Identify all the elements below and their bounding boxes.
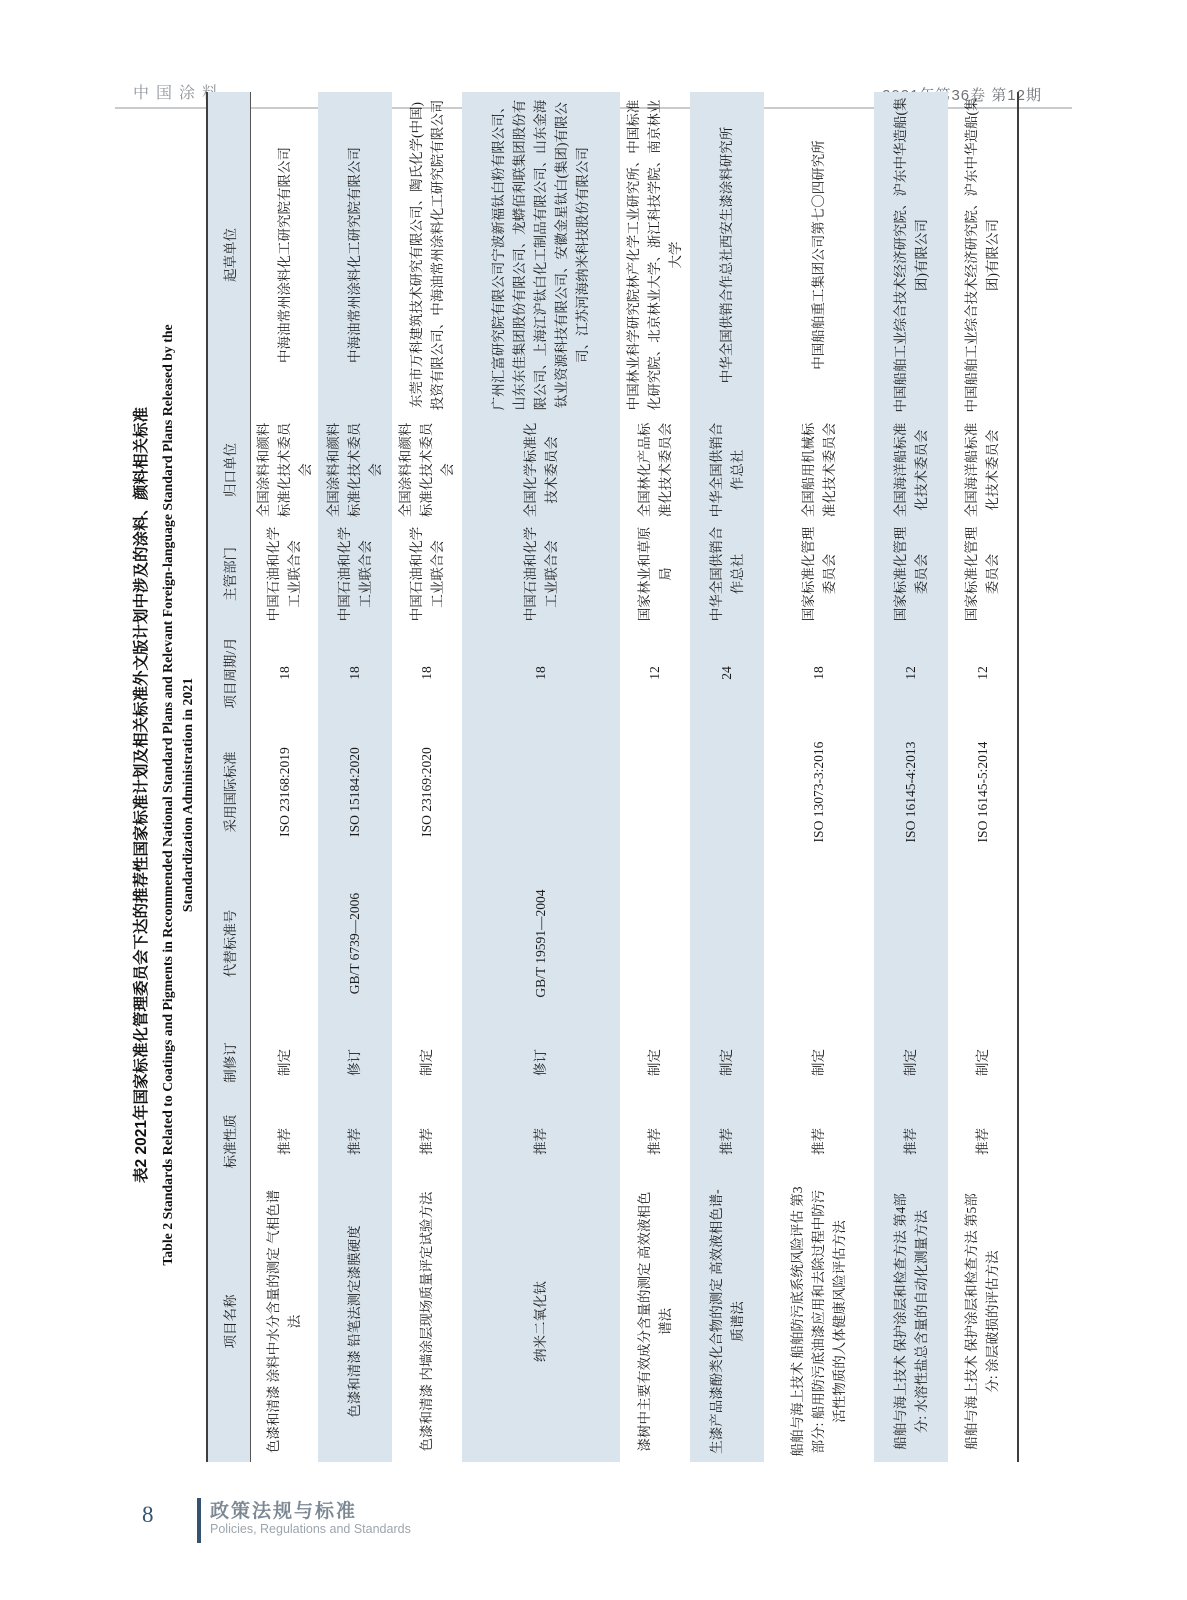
table-cell: 漆树中主要有效成分含量的测定 高效液相色谱法 (636, 1191, 673, 1452)
table-cell: GB/T 6739—2006 (347, 892, 362, 995)
table-cell: 推荐 (276, 1128, 292, 1155)
table-cell: 18 (347, 666, 362, 680)
table-cell: 推荐 (647, 1128, 662, 1155)
column-header: 标准性质 (222, 1114, 238, 1169)
table-cell (392, 864, 462, 1023)
table-cell: 中国船舶工业综合技术经济研究院、沪东中华造船(集团)有限公司 (964, 97, 1000, 413)
table-cell: 中华全国供销合作总社西安生漆涂料研究所 (719, 126, 734, 384)
column-header: 主管部门 (222, 547, 238, 601)
table-cell: 中华全国供销合作总社 (708, 422, 745, 518)
table-cell: 推荐 (347, 1128, 362, 1155)
column-header: 采用国际标准 (222, 751, 238, 833)
table-cell: 制定 (276, 1049, 292, 1076)
table-cell: 全国海洋船标准化技术委员会 (964, 422, 1000, 518)
table-cell: 推荐 (903, 1128, 918, 1155)
page-footer (0, 1488, 500, 1558)
section-title-zh: 政策法规与标准 (210, 1501, 358, 1522)
header-row (207, 92, 250, 1462)
table-cell: 制定 (811, 1049, 826, 1076)
table-cell (690, 864, 764, 1023)
table-cell: ISO 15184:2020 (347, 747, 362, 837)
table-cell: 色漆和清漆 内墙涂层现场质量评定试验方法 (419, 1191, 434, 1452)
table-cell: 中国林业科学研究院林产化学工业研究所、中国标准化研究院、北京林业大学、浙江科技学院、南京林业大学 (626, 99, 683, 411)
table-cell: 制定 (419, 1049, 434, 1076)
column-header: 项目名称 (222, 1294, 238, 1349)
table-title-zh: 表2 2021年国家标准化管理委员会下达的推荐性国家标准计划及相关标准外文版计划中涉及的涂料、颜料相关标准 (133, 407, 150, 1183)
table-cell: 船舶与海上技术 保护涂层和检查方法 第5部分: 涂层破损的评估方法 (964, 1193, 1000, 1450)
table-cell: 船舶与海上技术 保护涂层和检查方法 第4部分: 水溶性盐总含量的自动化测量方法 (892, 1193, 929, 1450)
table-cell: 制定 (974, 1049, 990, 1076)
table-cell: 国家林业和草原局 (636, 526, 673, 622)
journal-title: 中国涂料 (133, 85, 226, 102)
table-cell: 24 (719, 666, 734, 680)
table-cell: ISO 13073-3:2016 (811, 741, 826, 843)
table-cell: ISO 16145-5:2014 (974, 741, 990, 843)
table-cell: 色漆和清漆 涂料中水分含量的测定 气相色谱法 (266, 1189, 302, 1454)
table-cell (462, 720, 620, 864)
table-cell: 东莞市万科建筑技术研究有限公司、陶氏化学(中国)投资有限公司、中海油常州涂料化工研究院有限公司 (408, 99, 445, 411)
table-cell: 中海油常州涂料化工研究院有限公司 (276, 147, 292, 363)
table-cell: 全国船用机械标准化技术委员会 (800, 422, 837, 518)
table-row (764, 92, 874, 1462)
table-cell: 推荐 (974, 1128, 990, 1155)
table-row (250, 92, 318, 1462)
rotated-table-block (130, 97, 1010, 1462)
table-cell: 12 (903, 666, 918, 680)
table-cell: 全国涂料和颜料标准化技术委员会 (255, 422, 313, 518)
column-header: 制修订 (222, 1042, 238, 1083)
column-header: 归口单位 (222, 443, 238, 497)
table-cell: 纳米二氧化钛 (533, 1281, 548, 1362)
table-cell: 中国石油和化学工业联合会 (336, 526, 373, 622)
table-cell: 制定 (903, 1049, 918, 1076)
table-cell: ISO 23169:2020 (419, 747, 434, 837)
table-cell: 全国涂料和颜料标准化技术委员会 (326, 422, 383, 518)
table-cell: 修订 (347, 1049, 362, 1076)
column-header: 项目周期/月 (222, 637, 238, 709)
table-cell: 制定 (647, 1049, 662, 1076)
column-header: 代替标准号 (222, 909, 238, 978)
table-cell: 制定 (719, 1049, 734, 1076)
table-body (250, 92, 1018, 1462)
issue-info: 2021年第36卷 第12期 (882, 87, 1042, 104)
table-cell: 中华全国供销合作总社 (708, 526, 745, 622)
table-cell: 全国化学标准化技术委员会 (522, 422, 559, 518)
table-row (620, 92, 690, 1462)
page-number: 8 (142, 1502, 154, 1527)
table-cell: 中国石油和化学工业联合会 (408, 526, 445, 622)
table-cell (874, 864, 948, 1023)
table-row (874, 92, 948, 1462)
table-cell (620, 864, 690, 1023)
table-cell: 中国石油和化学工业联合会 (266, 526, 302, 622)
table-row (948, 92, 1018, 1462)
table-cell: ISO 16145-4:2013 (903, 741, 918, 843)
table-cell: GB/T 19591—2004 (533, 889, 548, 998)
table-cell: 推荐 (811, 1128, 826, 1155)
table-cell (948, 864, 1018, 1023)
table-cell: 12 (974, 666, 990, 680)
table-cell: 18 (276, 666, 292, 680)
table-row (690, 92, 764, 1462)
table-cell: 全国涂料和颜料标准化技术委员会 (398, 422, 455, 518)
standards-table (206, 92, 1019, 1462)
table-cell: 生漆产品漆酚类化合物的测定 高效液相色谱-质谱法 (708, 1189, 745, 1454)
table-row (462, 92, 620, 1462)
table-cell: 18 (419, 666, 434, 680)
table-cell: 中国船舶工业综合技术经济研究院、沪东中华造船(集团)有限公司 (892, 97, 929, 413)
table-cell: 国家标准化管理委员会 (964, 526, 1000, 622)
table-cell: 推荐 (533, 1128, 548, 1155)
table-cell (764, 864, 874, 1023)
table-cell: 中海油常州涂料化工研究院有限公司 (347, 147, 362, 363)
table-cell: 全国林化产品标准化技术委员会 (636, 422, 673, 518)
table-cell (620, 720, 690, 864)
table-cell: 中国船舶重工集团公司第七〇四研究所 (811, 140, 826, 370)
table-title-en-line1: Table 2 Standards Related to Coatings and Pigments in Recommended National Standard Plans and Relevant Foreign-language Standard Plans Released by the (160, 324, 175, 1266)
table-head (207, 92, 250, 1462)
table-cell: 推荐 (719, 1128, 734, 1155)
table-cell: 18 (533, 666, 548, 680)
footer-accent-bar (197, 1498, 201, 1543)
table-cell (250, 864, 318, 1023)
table-cell: 推荐 (419, 1128, 434, 1155)
table-row (392, 92, 462, 1462)
table-cell: 修订 (533, 1049, 548, 1076)
table-cell (690, 720, 764, 864)
table-cell: 色漆和清漆 铅笔法测定漆膜硬度 (347, 1225, 362, 1418)
table-cell: 中国石油和化学工业联合会 (522, 526, 559, 622)
column-header: 起草单位 (222, 228, 238, 282)
table-title-en-line2: Standardization Administration in 2021 (180, 677, 195, 913)
section-title-en: Policies, Regulations and Standards (210, 1522, 411, 1536)
table-cell: 广州汇富研究院有限公司宁波新福钛白粉有限公司、山东东佳集团股份有限公司、龙蟒佰利联集团股份有限公司、上海江沪钛白化工制品有限公司、山东金海钛业资源科技有限公司、安徽金星钛白(集团)有限公司、江苏河海纳米科技股份有限公司 (491, 99, 590, 411)
table-cell: 12 (647, 666, 662, 680)
table-row (318, 92, 392, 1462)
table-cell: 全国海洋船标准化技术委员会 (892, 422, 929, 518)
table-cell: 船舶与海上技术 船舶防污底系统风险评估 第3部分: 船用防污底油漆应用和去除过程中防污活性物质的人体健康风险评估方法 (790, 1186, 847, 1457)
table-cell: ISO 23168:2019 (276, 747, 292, 837)
table-cell: 国家标准化管理委员会 (800, 526, 837, 622)
table-cell: 国家标准化管理委员会 (892, 526, 929, 622)
table-cell: 18 (811, 666, 826, 680)
